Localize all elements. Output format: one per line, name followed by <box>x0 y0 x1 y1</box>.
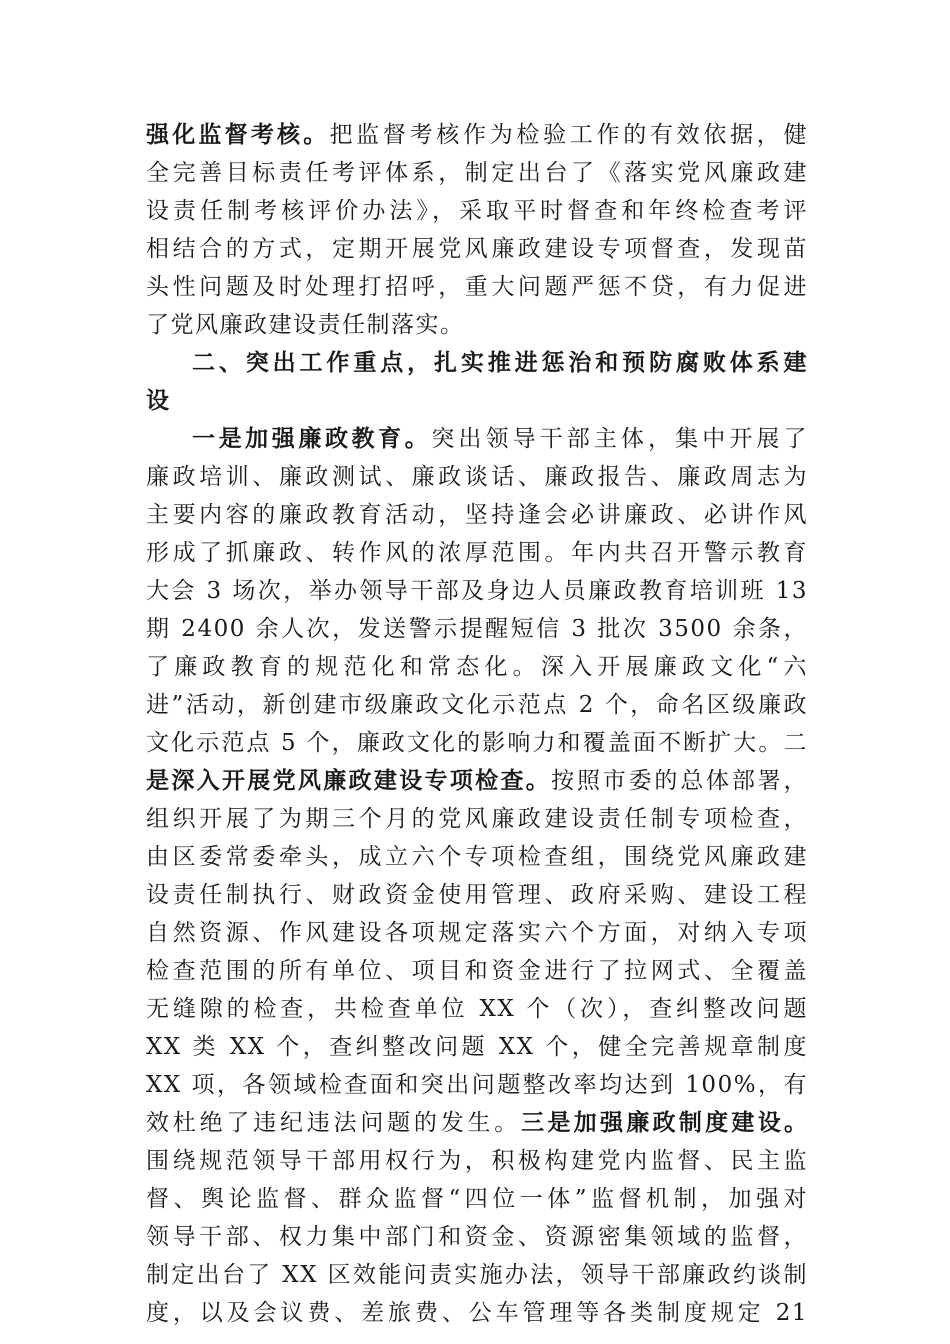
text-line: 设责任制考核评价办法》，采取平时督查和年终检查考评 <box>146 198 808 224</box>
text-line: 主要内容的廉政教育活动，坚持逢会必讲廉政、必讲作风 <box>146 502 808 528</box>
text-line: 了廉政教育的规范化和常态化。深入开展廉政文化“六 <box>146 654 808 680</box>
bold-lead: 是深入开展党风廉政建设专项检查。 <box>146 768 552 794</box>
text-line: 了党风廉政建设责任制落实。 <box>146 312 465 338</box>
bold-lead: 一是加强廉政教育。 <box>192 426 432 452</box>
text-line <box>146 420 808 458</box>
heading-line: 二、突出工作重点，扎实推进惩治和预防腐败体系建 <box>192 350 808 376</box>
line-text: 效杜绝了违纪违法问题的发生。 <box>146 1110 522 1136</box>
text-line: 全完善目标责任考评体系，制定出台了《落实党风廉政建 <box>146 160 808 186</box>
text-line: 检查范围的所有单位、项目和资金进行了拉网式、全覆盖 <box>146 958 808 984</box>
line-text: 突出领导干部主体，集中开展了 <box>431 426 808 452</box>
text-line: 由区委常委牵头，成立六个专项检查组，围绕党风廉政建 <box>146 844 808 870</box>
text-line <box>146 762 808 800</box>
text-line: XX 项，各领域检查面和突出问题整改率均达到 100%，有 <box>146 1072 808 1098</box>
heading-line: 设 <box>146 388 171 414</box>
text-line: 头性问题及时处理打招呼，重大问题严惩不贷，有力促进 <box>146 274 808 300</box>
line-text: 把监督考核作为检验工作的有效依据，健 <box>329 122 808 148</box>
text-line: 组织开展了为期三个月的党风廉政建设责任制专项检查， <box>146 806 808 832</box>
document-body <box>146 116 808 1332</box>
text-line <box>146 1104 808 1142</box>
text-line: 制定出台了 XX 区效能问责实施办法，领导干部廉政约谈制 <box>146 1262 808 1288</box>
paragraph-supervision <box>146 116 808 344</box>
text-line: 廉政培训、廉政测试、廉政谈话、廉政报告、廉政周志为 <box>146 464 808 490</box>
paragraph-anti-corruption <box>146 420 808 1332</box>
text-line: 期 2400 余人次，发送警示提醒短信 3 批次 3500 余条， <box>146 616 808 642</box>
text-line: 领导干部、权力集中部门和资金、资源密集领域的监督， <box>146 1224 808 1250</box>
bold-lead: 三是加强廉政制度建设。 <box>521 1110 808 1136</box>
text-line: 进”活动，新创建市级廉政文化示范点 2 个，命名区级廉政 <box>146 692 808 718</box>
text-line: 督、舆论监督、群众监督“四位一体”监督机制，加强对 <box>146 1186 808 1212</box>
bold-lead: 强化监督考核。 <box>146 122 330 148</box>
text-line: 大会 3 场次，举办领导干部及身边人员廉政教育培训班 13 <box>146 578 808 604</box>
line-text: 按照市委的总体部署， <box>551 768 808 794</box>
text-line: 文化示范点 5 个，廉政文化的影响力和覆盖面不断扩大。二 <box>146 730 808 756</box>
text-line: 无缝隙的检查，共检查单位 XX 个（次），查纠整改问题 <box>146 996 808 1022</box>
text-line: 设责任制执行、财政资金使用管理、政府采购、建设工程 <box>146 882 808 908</box>
text-line: 相结合的方式，定期开展党风廉政建设专项督查，发现苗 <box>146 236 808 262</box>
text-line: XX 类 XX 个，查纠整改问题 XX 个，健全完善规章制度 <box>146 1034 808 1060</box>
text-line: 自然资源、作风建设各项规定落实六个方面，对纳入专项 <box>146 920 808 946</box>
text-line: 形成了抓廉政、转作风的浓厚范围。年内共召开警示教育 <box>146 540 808 566</box>
text-line <box>146 116 808 154</box>
text-line: 围绕规范领导干部用权行为，积极构建党内监督、民主监 <box>146 1148 808 1174</box>
section-heading <box>146 344 808 420</box>
text-line: 度，以及会议费、差旅费、公车管理等各类制度规定 21 <box>146 1300 808 1326</box>
